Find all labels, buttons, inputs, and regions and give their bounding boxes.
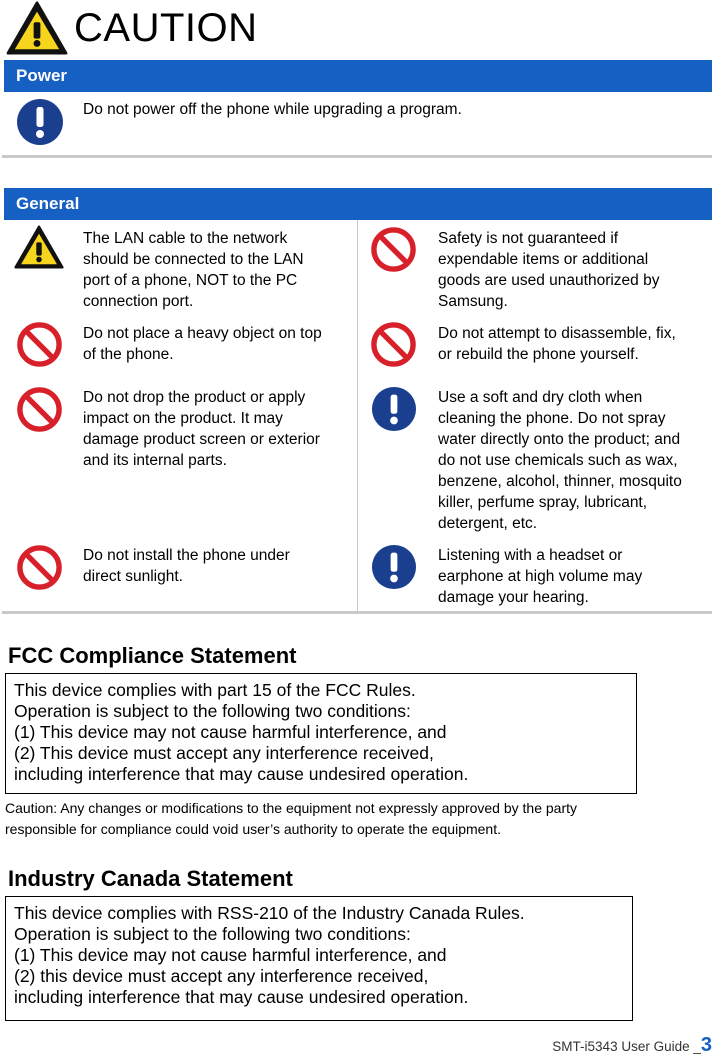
exclamation-icon [16,98,64,146]
warning-triangle-icon [14,225,64,269]
general-item-text: Listening with a headset or earphone at high volume may damage your hearing. [438,547,643,606]
general-section-heading: General [4,188,712,220]
column-divider [357,220,358,612]
prohibition-icon [16,544,63,591]
warning-triangle-icon [6,1,68,55]
power-item-text: Do not power off the phone while upgrading a program. [83,101,462,118]
prohibition-icon [16,386,63,433]
page-number: 3 [700,1034,712,1056]
fcc-statement-box: This device complies with part 15 of the FCC Rules. Operation is subject to the following two conditions: (1) This device may not cause harmful interference, and (2) This device must accept any interference received, including interference that may cause undesired operation. [5,673,637,794]
general-item-text: Safety is not guaranteed if expendable items or additional goods are used unauthorized by Samsung. [438,230,660,310]
caution-header [6,0,258,56]
guide-label: SMT-i5343 User Guide _ [552,1039,701,1054]
fcc-section-title: FCC Compliance Statement [8,643,297,668]
exclamation-icon [371,544,417,590]
ic-section-title: Industry Canada Statement [8,866,293,891]
general-item-text: Do not install the phone under direct sunlight. [83,547,290,585]
page-footer [552,1034,712,1057]
fcc-caution-note: Caution: Any changes or modifications to the equipment not expressly approved by the party responsible for compliance could void user’s authority to operate the equipment. [5,800,578,837]
page-title: CAUTION [74,5,258,50]
general-item-text: Use a soft and dry cloth when cleaning the phone. Do not spray water directly onto the product; and do not use chemicals such as wax, benzene, alcohol, thinner, mosquito killer, perfume spray, lubricant, detergent, etc. [438,389,682,532]
general-item-text: Do not drop the product or apply impact on the product. It may damage product screen or exterior and its internal parts. [83,389,320,469]
general-item-text: Do not attempt to disassemble, fix, or rebuild the phone yourself. [438,325,676,363]
divider [2,611,712,614]
prohibition-icon [370,321,417,368]
exclamation-icon [371,386,417,432]
prohibition-icon [16,321,63,368]
prohibition-icon [370,226,417,273]
power-section-heading: Power [4,60,712,92]
divider [2,155,712,158]
ic-statement-box: This device complies with RSS-210 of the Industry Canada Rules. Operation is subject to the following two conditions: (1) This device may not cause harmful interference, and (2) this device must accept any interference received, including interference that may cause undesired operation. [5,896,633,1021]
general-item-text: Do not place a heavy object on top of the phone. [83,325,322,363]
general-item-text: The LAN cable to the network should be connected to the LAN port of a phone, NOT to the PC connection port. [83,230,304,310]
